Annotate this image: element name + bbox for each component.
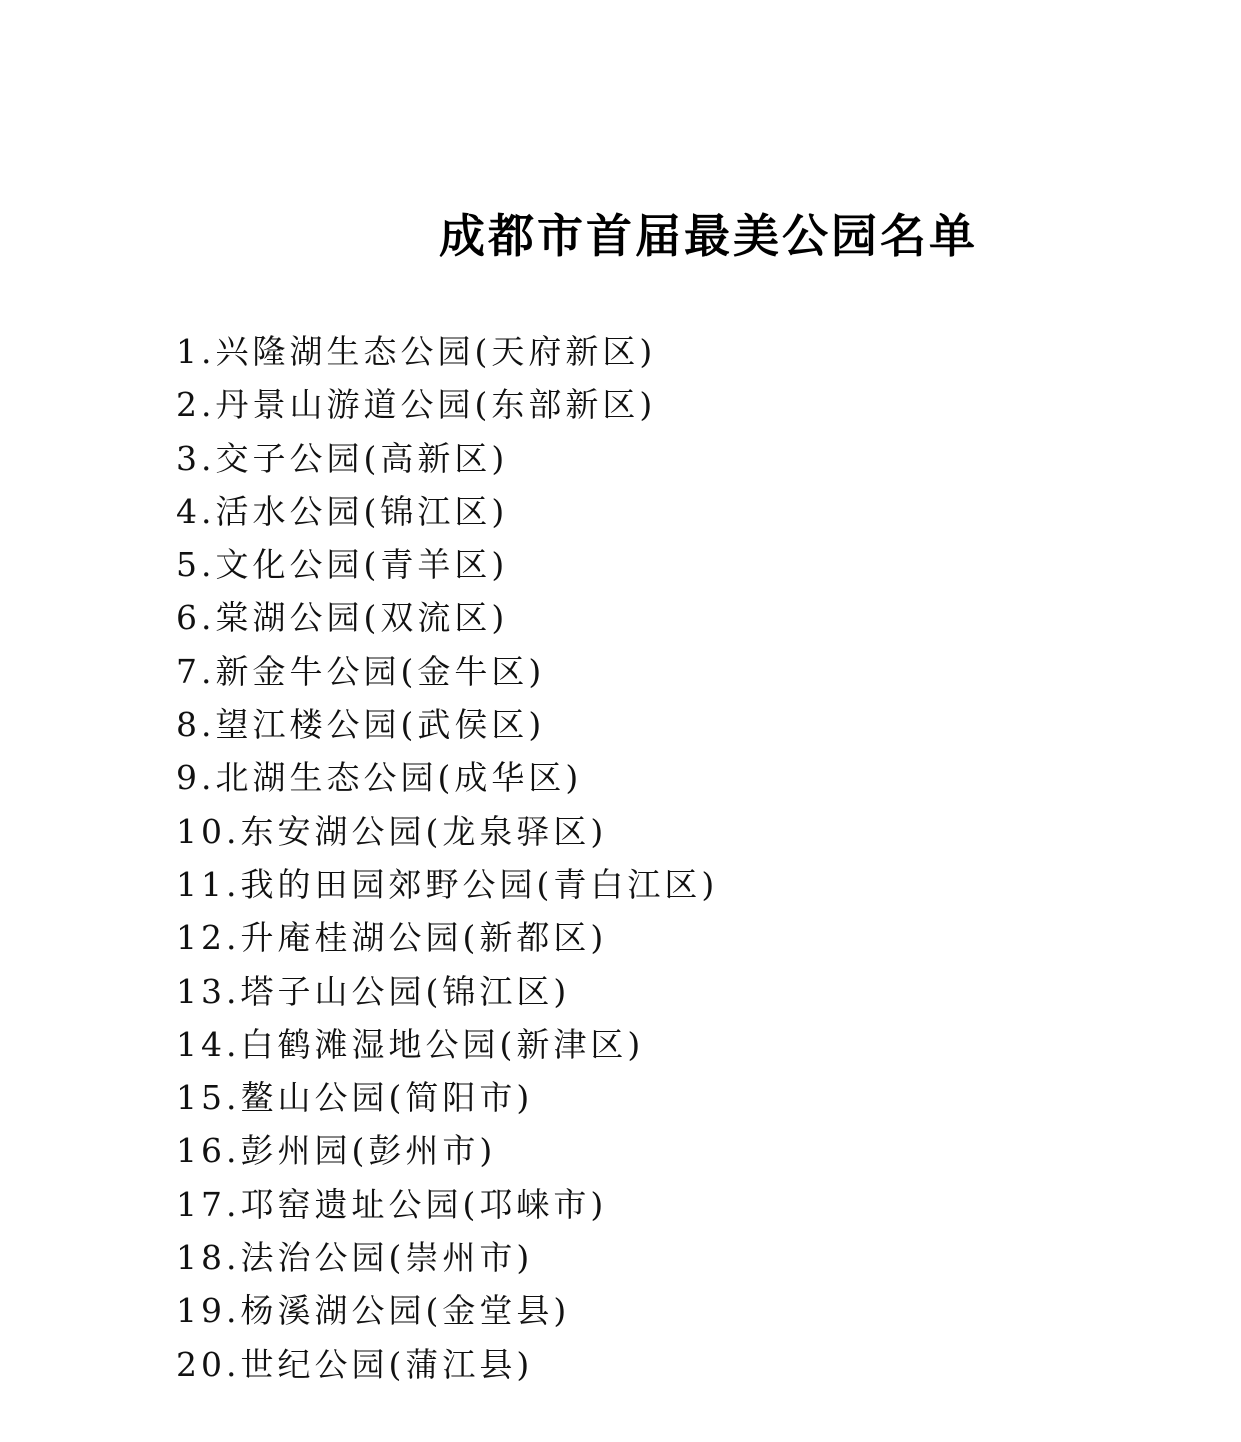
- list-item: 9.北湖生态公园(成华区): [176, 758, 583, 798]
- list-item: 14.白鹤滩湿地公园(新津区): [176, 1024, 645, 1064]
- list-item: 3.交子公园(高新区): [176, 438, 509, 478]
- park-list: [176, 325, 718, 1391]
- list-item: 16.彭州园(彭州市): [176, 1131, 497, 1171]
- list-item: 12.升庵桂湖公园(新都区): [176, 918, 608, 958]
- list-item: 6.棠湖公园(双流区): [176, 598, 509, 638]
- list-item: 18.法治公园(崇州市): [176, 1238, 534, 1278]
- list-item: 8.望江楼公园(武侯区): [176, 705, 546, 745]
- list-item: 4.活水公园(锦江区): [176, 491, 509, 531]
- list-item: 17.邛窑遗址公园(邛崃市): [176, 1184, 608, 1224]
- list-item: 13.塔子山公园(锦江区): [176, 971, 571, 1011]
- page-title: 成都市首届最美公园名单: [439, 209, 978, 263]
- list-item: 20.世纪公园(蒲江县): [176, 1344, 534, 1384]
- list-item: 5.文化公园(青羊区): [176, 545, 509, 585]
- list-item: 19.杨溪湖公园(金堂县): [176, 1291, 571, 1331]
- list-item: 1.兴隆湖生态公园(天府新区): [176, 332, 657, 371]
- list-item: 11.我的田园郊野公园(青白江区): [176, 864, 719, 904]
- list-item: 15.鳌山公园(简阳市): [176, 1078, 534, 1118]
- list-item: 2.丹景山游道公园(东部新区): [176, 385, 657, 425]
- list-item: 10.东安湖公园(龙泉驿区): [176, 811, 608, 851]
- list-item: 7.新金牛公园(金牛区): [176, 651, 546, 691]
